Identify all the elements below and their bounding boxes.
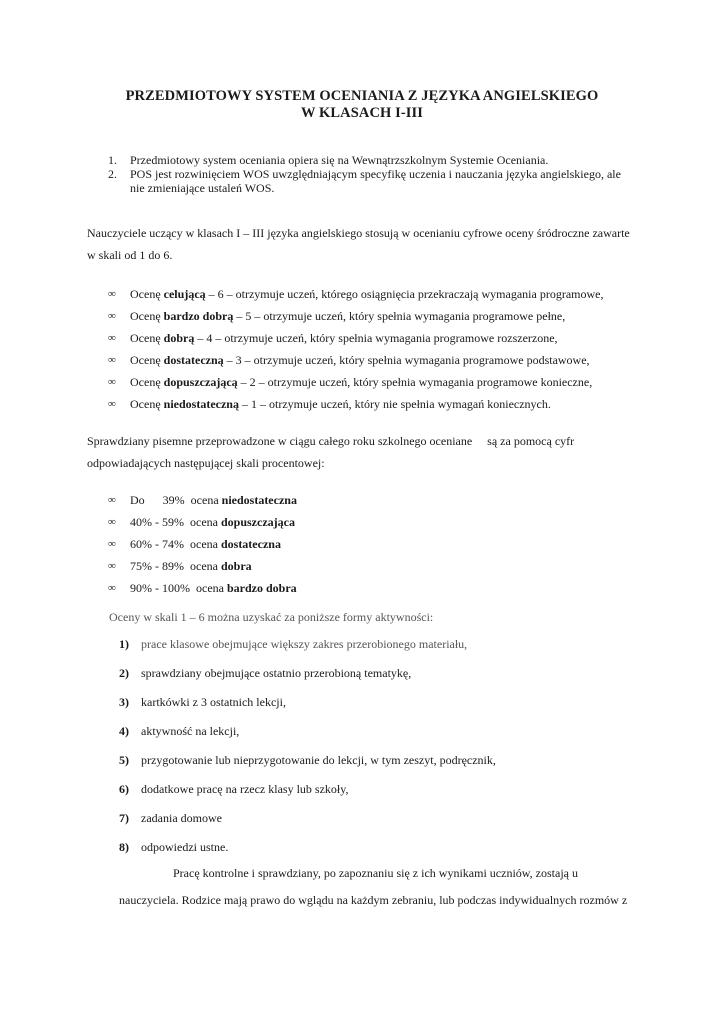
bullet-icon: ∞ bbox=[108, 516, 116, 528]
scale-item: 90% - 100% ocena bardzo dobra bbox=[130, 581, 297, 595]
bullet-icon: ∞ bbox=[108, 560, 116, 572]
grade-name: niedostateczną bbox=[163, 397, 239, 411]
list-item-text: POS jest rozwinięciem WOS uwzględniającym specyfikę uczenia i nauczania języka angielskiego, ale bbox=[130, 167, 621, 181]
bullet-icon: ∞ bbox=[108, 538, 116, 550]
grade-item: Ocenę dostateczną – 3 – otrzymuje uczeń, który spełnia wymagania programowe podstawowe, bbox=[130, 353, 590, 367]
grade-name: bardzo dobra bbox=[226, 581, 297, 595]
list-item-text: Przedmiotowy system oceniania opiera się na Wewnątrzszkolnym Systemie Oceniania. bbox=[130, 153, 549, 167]
grade-item: Ocenę dobrą – 4 – otrzymuje uczeń, który spełnia wymagania programowe rozszerzone, bbox=[130, 331, 558, 345]
list-item-text: przygotowanie lub nieprzygotowanie do lekcji, w tym zeszyt, podręcznik, bbox=[141, 753, 496, 767]
list-number: 2) bbox=[119, 666, 129, 680]
bullet-icon: ∞ bbox=[108, 354, 116, 366]
grade-name: dopuszczającą bbox=[163, 375, 238, 389]
grade-name: dobra bbox=[220, 559, 252, 573]
bullet-icon: ∞ bbox=[108, 494, 116, 506]
bullet-icon: ∞ bbox=[108, 332, 116, 344]
bullet-icon: ∞ bbox=[108, 398, 116, 410]
bullet-icon: ∞ bbox=[108, 582, 116, 594]
grade-name: dostateczną bbox=[163, 353, 224, 367]
paragraph-line: nauczyciela. Rodzice mają prawo do wglądu na każdym zebraniu, lub podczas indywidualnych rozmów z bbox=[119, 893, 628, 907]
list-number: 6) bbox=[119, 782, 129, 796]
list-item-text: kartkówki z 3 ostatnich lekcji, bbox=[141, 695, 286, 709]
list-number: 3) bbox=[119, 695, 129, 709]
list-number: 8) bbox=[119, 840, 129, 854]
grade-item: Ocenę niedostateczną – 1 – otrzymuje uczeń, który nie spełnia wymagań koniecznych. bbox=[130, 397, 551, 411]
paragraph-line: Nauczyciele uczący w klasach I – III języka angielskiego stosują w ocenianiu cyfrowe oceny śródroczne zawarte bbox=[87, 226, 630, 240]
paragraph-line: odpowiadających następującej skali procentowej: bbox=[87, 456, 325, 470]
list-number: 1) bbox=[119, 637, 129, 651]
grade-name: dopuszczająca bbox=[220, 515, 295, 529]
scale-item: Do 39% ocena niedostateczna bbox=[130, 493, 297, 507]
title-line-2: W KLASACH I-III bbox=[300, 105, 424, 121]
list-number: 5) bbox=[119, 753, 129, 767]
grade-name: dobrą bbox=[163, 331, 195, 345]
paragraph-line: w skali od 1 do 6. bbox=[87, 248, 173, 262]
title-line-1: PRZEDMIOTOWY SYSTEM OCENIANIA Z JĘZYKA ANGIELSKIEGO bbox=[125, 88, 599, 104]
list-number: 7) bbox=[119, 811, 129, 825]
scale-item: 60% - 74% ocena dostateczna bbox=[130, 537, 281, 551]
forms-intro: Oceny w skali 1 – 6 można uzyskać za poniższe formy aktywności: bbox=[109, 610, 434, 624]
grade-item: Ocenę celującą – 6 – otrzymuje uczeń, którego osiągnięcia przekraczają wymagania programowe, bbox=[130, 287, 604, 301]
list-number: 1. bbox=[108, 153, 117, 167]
grade-name: niedostateczna bbox=[221, 493, 297, 507]
list-item-text: aktywność na lekcji, bbox=[141, 724, 240, 738]
list-number: 2. bbox=[108, 167, 117, 181]
list-item-text: sprawdziany obejmujące ostatnio przerobioną tematykę, bbox=[141, 666, 412, 680]
grade-item: Ocenę dopuszczającą – 2 – otrzymuje uczeń, który spełnia wymagania programowe konieczne, bbox=[130, 375, 593, 389]
bullet-icon: ∞ bbox=[108, 376, 116, 388]
list-item-text: zadania domowe bbox=[141, 811, 222, 825]
list-item-text: odpowiedzi ustne. bbox=[141, 840, 229, 854]
scale-item: 75% - 89% ocena dobra bbox=[130, 559, 252, 573]
list-number: 4) bbox=[119, 724, 129, 738]
bullet-icon: ∞ bbox=[108, 310, 116, 322]
bullet-icon: ∞ bbox=[108, 288, 116, 300]
scale-item: 40% - 59% ocena dopuszczająca bbox=[130, 515, 295, 529]
grade-name: dostateczna bbox=[220, 537, 281, 551]
paragraph-line: Pracę kontrolne i sprawdziany, po zapoznaniu się z ich wynikami uczniów, zostają u bbox=[173, 866, 578, 880]
grade-name: bardzo dobrą bbox=[163, 309, 234, 323]
grade-item: Ocenę bardzo dobrą – 5 – otrzymuje uczeń, który spełnia wymagania programowe pełne, bbox=[130, 309, 566, 323]
list-item-text: dodatkowe pracę na rzecz klasy lub szkoły, bbox=[141, 782, 349, 796]
paragraph-line: Sprawdziany pisemne przeprowadzone w ciągu całego roku szkolnego oceniane są za pomocą cyfr bbox=[87, 434, 575, 448]
list-item-text: nie zmieniające ustaleń WOS. bbox=[130, 181, 275, 195]
grade-name: celującą bbox=[163, 287, 206, 301]
list-item-text: prace klasowe obejmujące większy zakres przerobionego materiału, bbox=[141, 637, 468, 651]
